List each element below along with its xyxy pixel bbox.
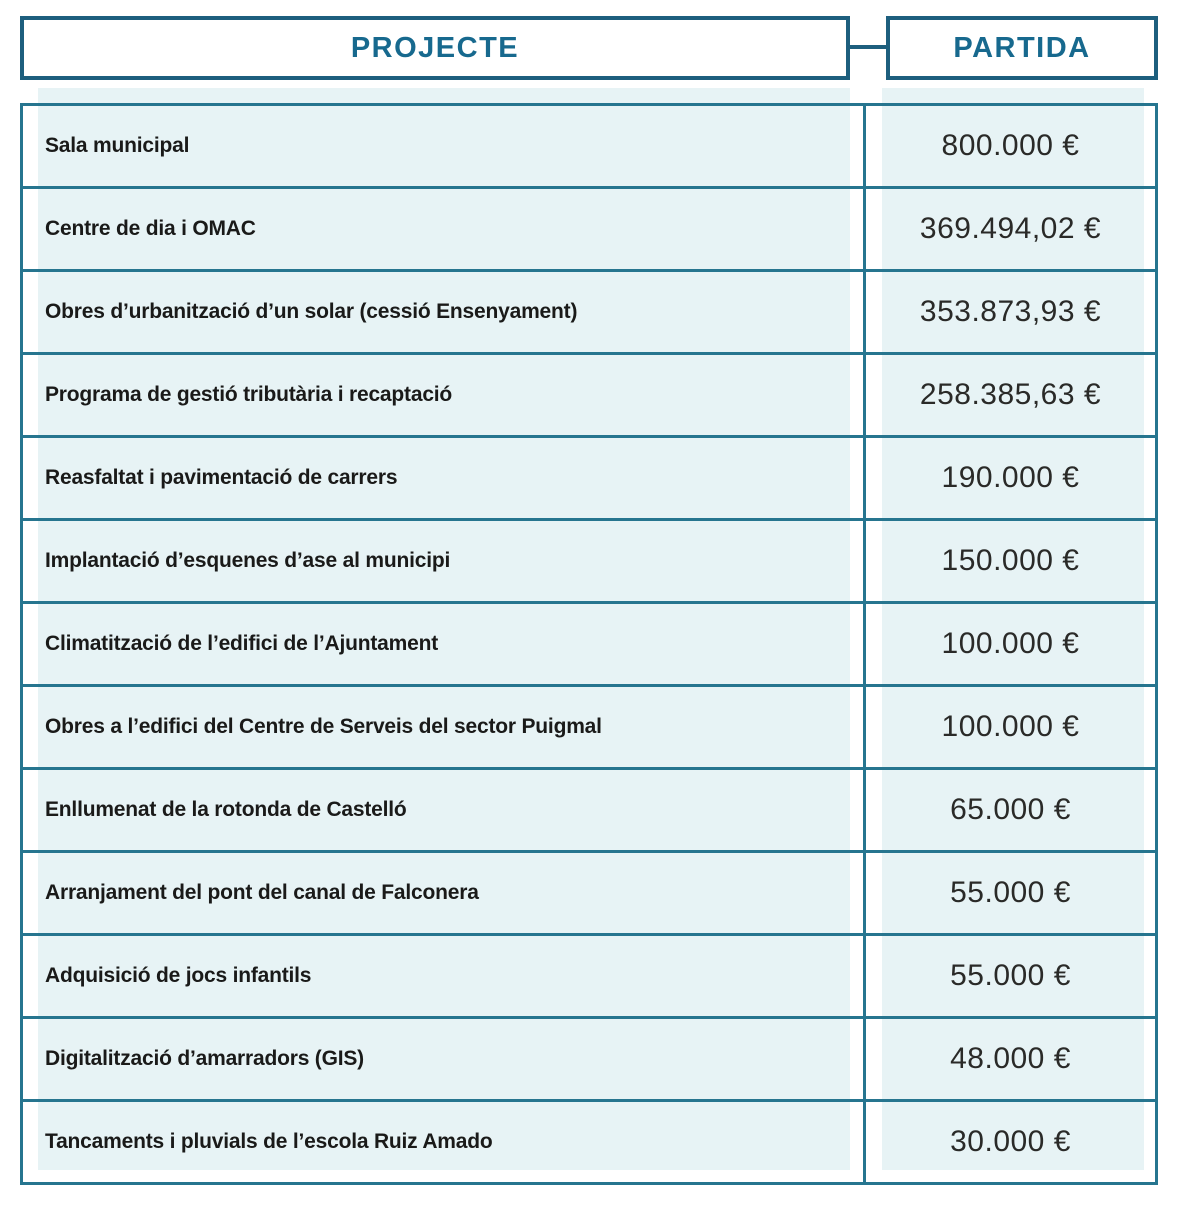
project-cell-label: Programa de gestió tributària i recaptació xyxy=(45,383,453,406)
table-row xyxy=(23,1102,1155,1182)
partida-cell-amount: 48.000 € xyxy=(950,1042,1071,1075)
partida-cell-amount: 353.873,93 € xyxy=(919,295,1102,328)
partida-cell-amount: 369.494,02 € xyxy=(919,212,1102,245)
header-connector-line xyxy=(848,45,888,49)
table-row xyxy=(23,355,1155,438)
partida-header-label: PARTIDA xyxy=(953,31,1091,64)
project-cell xyxy=(23,604,866,684)
partida-cell-amount: 55.000 € xyxy=(950,876,1071,909)
project-cell xyxy=(23,1102,866,1182)
project-cell-label: Arranjament del pont del canal de Falconera xyxy=(45,881,479,904)
budget-table xyxy=(20,103,1158,1185)
project-cell-label: Implantació d’esquenes d’ase al municipi xyxy=(45,549,451,572)
projecte-header-label: PROJECTE xyxy=(350,31,520,64)
partida-cell xyxy=(866,438,1155,518)
project-cell-label: Enllumenat de la rotonda de Castelló xyxy=(45,798,407,821)
partida-cell-amount: 190.000 € xyxy=(941,461,1080,494)
project-cell xyxy=(23,687,866,767)
project-cell xyxy=(23,521,866,601)
project-cell xyxy=(23,770,866,850)
project-cell-label: Climatització de l’edifici de l’Ajuntament xyxy=(45,632,438,655)
table-row xyxy=(23,770,1155,853)
table-row xyxy=(23,853,1155,936)
table-row xyxy=(23,1019,1155,1102)
project-cell-label: Centre de dia i OMAC xyxy=(45,217,256,240)
table-row xyxy=(23,189,1155,272)
partida-cell xyxy=(866,853,1155,933)
partida-cell-amount: 65.000 € xyxy=(950,793,1071,826)
partida-cell-amount: 100.000 € xyxy=(941,627,1080,660)
table-row xyxy=(23,272,1155,355)
header-box-partida xyxy=(886,16,1158,80)
project-cell xyxy=(23,106,866,186)
table-row xyxy=(23,438,1155,521)
partida-cell xyxy=(866,355,1155,435)
project-cell-label: Sala municipal xyxy=(45,134,190,157)
project-cell xyxy=(23,936,866,1016)
partida-cell xyxy=(866,1102,1155,1182)
partida-cell-amount: 150.000 € xyxy=(941,544,1080,577)
project-cell-label: Digitalització d’amarradors (GIS) xyxy=(45,1047,364,1070)
project-cell-label: Reasfaltat i pavimentació de carrers xyxy=(45,466,398,489)
project-cell xyxy=(23,438,866,518)
project-cell xyxy=(23,272,866,352)
partida-cell xyxy=(866,106,1155,186)
partida-cell-amount: 55.000 € xyxy=(950,959,1071,992)
table-row xyxy=(23,521,1155,604)
project-cell-label: Obres d’urbanització d’un solar (cessió Ensenyament) xyxy=(45,300,578,323)
table-row xyxy=(23,604,1155,687)
project-cell xyxy=(23,853,866,933)
partida-cell-amount: 800.000 € xyxy=(941,129,1080,162)
header-box-projecte xyxy=(20,16,850,80)
project-cell-label: Tancaments i pluvials de l’escola Ruiz Amado xyxy=(45,1130,493,1153)
partida-cell xyxy=(866,1019,1155,1099)
project-cell xyxy=(23,355,866,435)
table-row xyxy=(23,936,1155,1019)
partida-cell-amount: 30.000 € xyxy=(950,1125,1071,1158)
partida-cell xyxy=(866,189,1155,269)
project-cell-label: Obres a l’edifici del Centre de Serveis del sector Puigmal xyxy=(45,715,602,738)
partida-cell xyxy=(866,272,1155,352)
partida-cell xyxy=(866,604,1155,684)
table-row xyxy=(23,687,1155,770)
partida-cell xyxy=(866,770,1155,850)
project-cell-label: Adquisició de jocs infantils xyxy=(45,964,312,987)
table-row xyxy=(23,106,1155,189)
partida-cell xyxy=(866,521,1155,601)
partida-cell xyxy=(866,687,1155,767)
partida-cell xyxy=(866,936,1155,1016)
project-cell xyxy=(23,1019,866,1099)
partida-cell-amount: 100.000 € xyxy=(941,710,1080,743)
project-cell xyxy=(23,189,866,269)
partida-cell-amount: 258.385,63 € xyxy=(919,378,1102,411)
